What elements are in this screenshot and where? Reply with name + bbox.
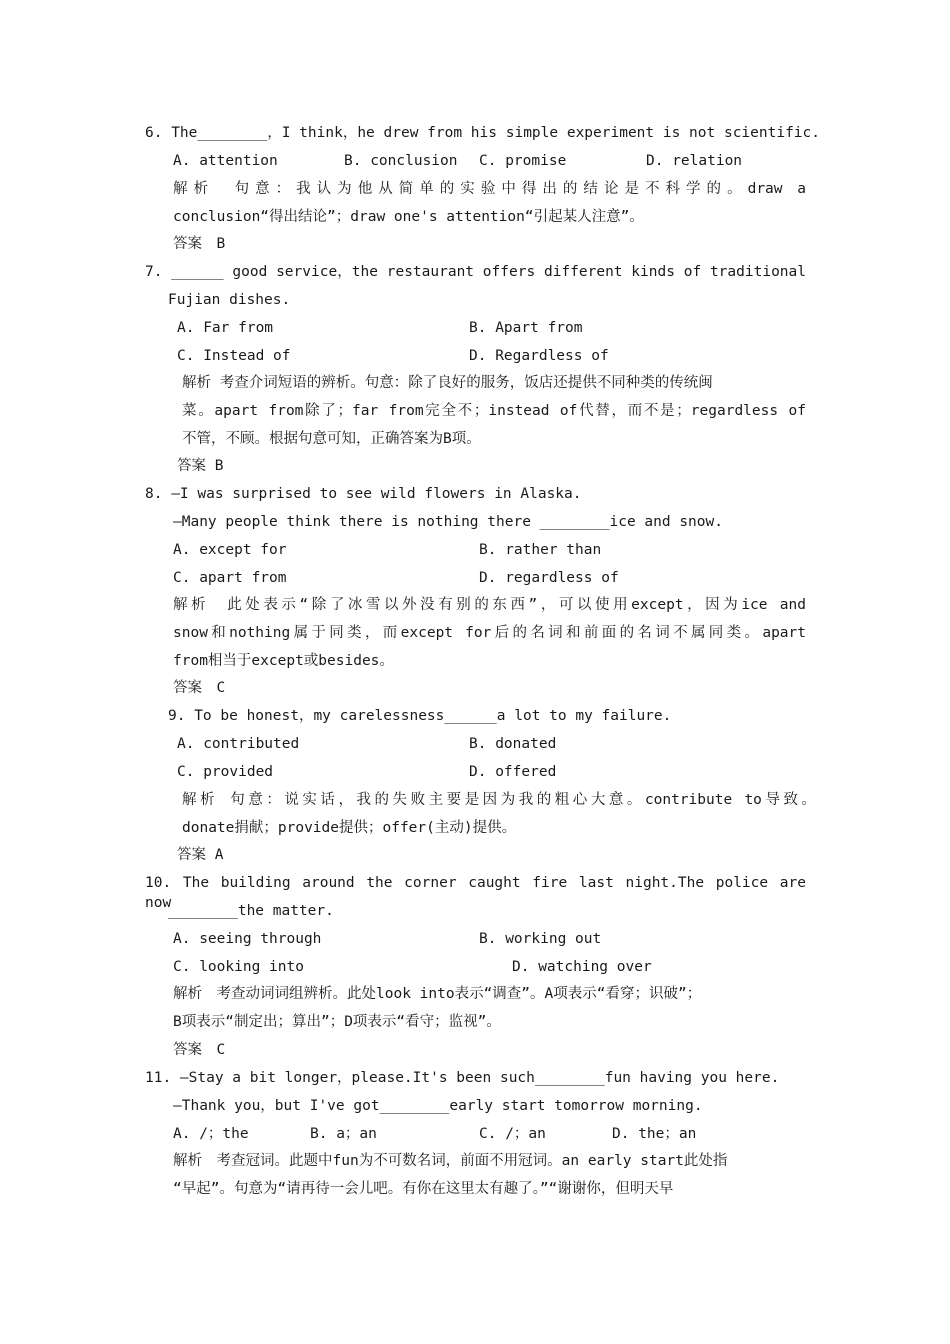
q7-explanation-line3: 不管，不顾。根据句意可知，正确答案为B项。 [182,431,481,447]
q11-stem-line1: 11. —Stay a bit longer，please.It's been such________fun having you here. [145,1070,780,1086]
q8-explanation-line2: snow和nothing属于同类，而except for后的名词和前面的名词不属同类。apart [173,625,806,641]
q7-option-a: A. Far from [177,320,274,336]
q8-option-a: A. except for [173,542,287,558]
q7-explanation-line1: 解析 考查介词短语的辨析。句意：除了良好的服务，饭店还提供不同种类的传统闽 [182,375,713,391]
q9-answer: 答案 A [177,847,224,863]
q8-answer: 答案 C [173,680,226,696]
q8-option-d: D. regardless of [479,570,619,586]
q11-option-d: D. the；an [612,1126,697,1142]
q9-option-c: C. provided [177,764,274,780]
q11-explanation-line2: “早起”。句意为“请再待一会儿吧。有你在这里太有趣了。”“谢谢你，但明天早 [173,1181,674,1197]
q6-option-a: A. attention [173,153,278,169]
q11-option-a: A. /；the [173,1126,249,1142]
q10-explanation-line1: 解析 考查动词词组辨析。此处look into表示“调查”。A项表示“看穿；识破”； [173,986,702,1002]
q9-option-b: B. donated [469,736,557,752]
q6-answer: 答案 B [173,236,226,252]
q7-explanation-line2: 菜。apart from除了；far from完全不；instead of代替，而不是；regardless of [182,403,806,419]
q8-explanation-line3: from相当于except或besides。 [173,653,394,669]
q6-stem: 6. The________，I think，he drew from his simple experiment is not scientific. [145,125,821,141]
q9-option-a: A. contributed [177,736,300,752]
q6-explanation-line1: 解析 句意：我认为他从简单的实验中得出的结论是不科学的。draw a [173,181,806,197]
q6-option-d: D. relation [646,153,743,169]
q7-option-d: D. Regardless of [469,348,609,364]
q8-stem-line2: —Many people think there is nothing there ________ice and snow. [173,514,723,530]
q11-option-b: B. a；an [310,1126,377,1142]
q10-stem-line2: ________the matter. [168,903,334,919]
q6-option-c: C. promise [479,153,567,169]
q10-option-c: C. looking into [173,959,304,975]
q8-stem-line1: 8. —I was surprised to see wild flowers in Alaska. [145,486,582,502]
q10-stem-line1: 10. The building around the corner caught fire last night.The police are now [145,875,806,911]
q11-stem-line2: —Thank you，but I've got________early start tomorrow morning. [173,1098,703,1114]
q7-stem-line1: 7. ______ good service，the restaurant offers different kinds of traditional [145,264,806,280]
q6-option-b: B. conclusion [344,153,458,169]
q9-option-d: D. offered [469,764,557,780]
q7-option-c: C. Instead of [177,348,291,364]
q7-answer: 答案 B [177,458,224,474]
q6-explanation-line2: conclusion“得出结论”；draw one's attention“引起某人注意”。 [173,209,644,225]
q10-explanation-line2: B项表示“制定出；算出”；D项表示“看守；监视”。 [173,1014,501,1030]
q7-option-b: B. Apart from [469,320,583,336]
q11-explanation-line1: 解析 考查冠词。此题中fun为不可数名词，前面不用冠词。an early start此处指 [173,1153,728,1169]
q10-option-d: D. watching over [512,959,652,975]
q9-explanation-line2: donate捐献；provide提供；offer(主动)提供。 [182,820,517,836]
q8-explanation-line1: 解析 此处表示“除了冰雪以外没有别的东西”，可以使用except，因为ice and [173,597,806,613]
q9-stem: 9. To be honest，my carelessness______a lot to my failure. [168,708,672,724]
q7-stem-line2: Fujian dishes. [168,292,291,308]
q10-option-b: B. working out [479,931,602,947]
q11-option-c: C. /；an [479,1126,546,1142]
q10-option-a: A. seeing through [173,931,322,947]
q8-option-c: C. apart from [173,570,287,586]
q10-answer: 答案 C [173,1042,226,1058]
q8-option-b: B. rather than [479,542,602,558]
q9-explanation-line1: 解析 句意：说实话，我的失败主要是因为我的粗心大意。contribute to导致。 [182,792,816,808]
